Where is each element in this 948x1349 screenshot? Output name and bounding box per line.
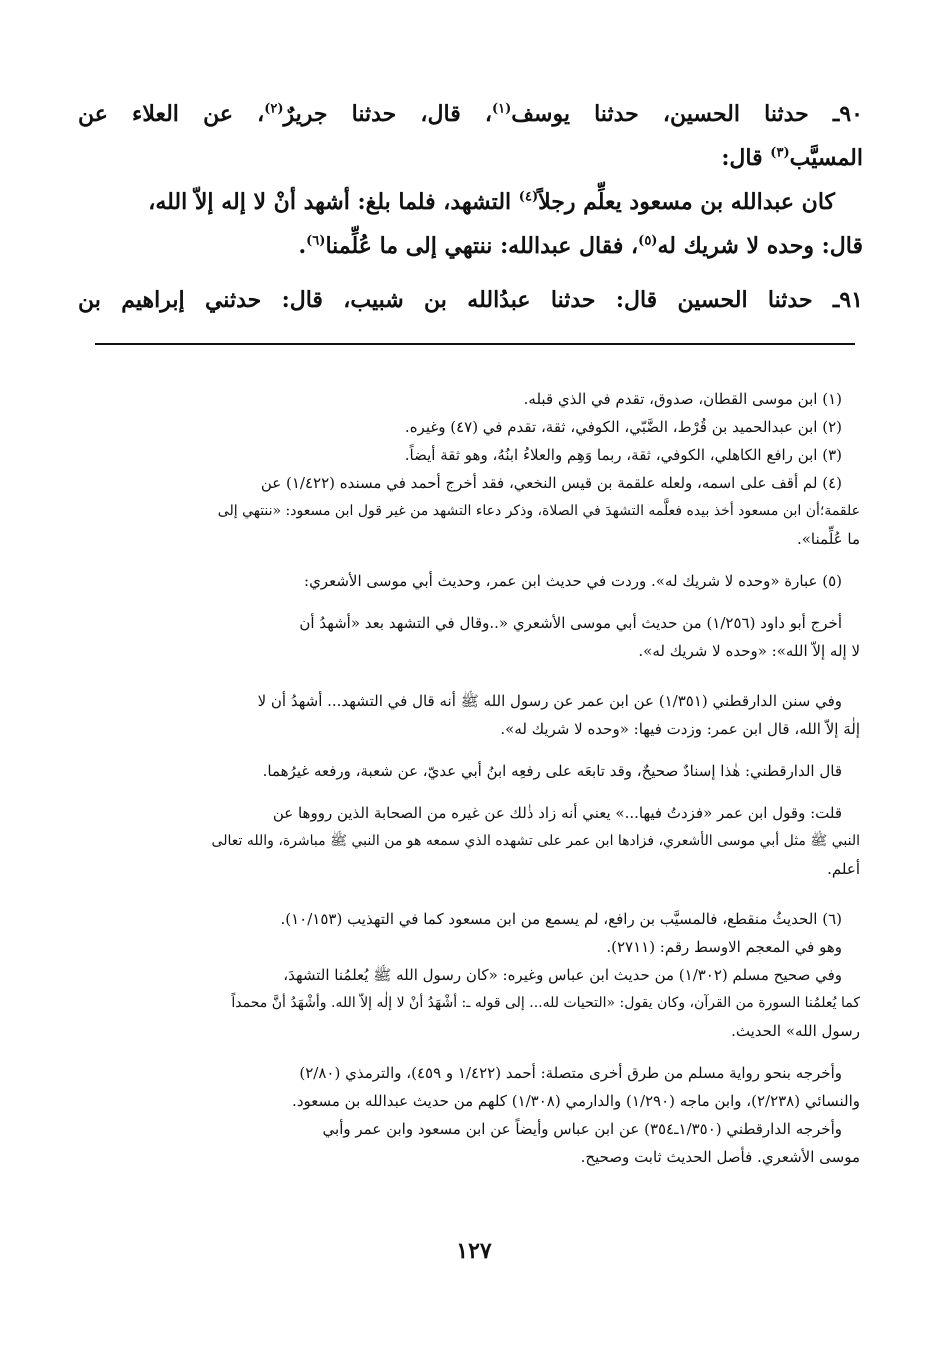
- hadith-90-line-2: المسيَّب$^{(٣)}$ قال:: [721, 145, 863, 171]
- footnote-line: وفي صحيح مسلم (١/٣٠٢) من حديث ابن عباس وغيره: «كان رسول الله ﷺ يُعلمُنا التشهدَ،: [283, 966, 842, 984]
- footnote-line: إلٰهَ إلاّ الله، قال ابن عمر: وزدت فيها: «وحده لا شريك له».: [500, 720, 860, 738]
- footnote-ref-6: (٦): [306, 233, 326, 249]
- footnote-line: قال الدارقطني: هٰذا إسنادٌ صحيحٌ، وقد تابعَه على رفعِه ابنُ أبي عديّ، عن شعبة، ورفعه غيرُهما.: [262, 762, 842, 780]
- hadith-90-line-1: ٩٠ـ حدثنا الحسين، حدثنا يوسف$^{(١)}$، قال، حدثنا جريرٌ$^{(٢)}$، عن العلاء عن: [78, 101, 863, 127]
- footnote-line: وأخرجه الدارقطني (١/٣٥٠ـ٣٥٤) عن ابن عباس وأيضاً عن ابن مسعود وابن عمر وأبي: [322, 1120, 842, 1138]
- footnote-line: (٢) ابن عبدالحميد بن قُرْط، الضَّبّي، الكوفي، ثقة، تقدم في (٤٧) وغيره.: [404, 418, 842, 436]
- footnote-line: قلت: وقول ابن عمر «فزدتُ فيها...» يعني أنه زاد ذٰلك عن غيره من الصحابة الذين رووها عن: [272, 804, 842, 822]
- footnote-line: وفي سنن الدارقطني (١/٣٥١) عن ابن عمر عن رسول الله ﷺ أنه قال في التشهد... أشهدُ أن لا: [257, 692, 842, 710]
- footnote-ref-2: (٢): [264, 101, 284, 117]
- footnote-ref-5: (٥): [638, 233, 658, 249]
- footnote-line: لا إله إلاّ الله»: «وحده لا شريك له».: [638, 642, 860, 660]
- footnote-ref-3: (٣): [770, 145, 790, 161]
- footnote-line: رسول الله» الحديث.: [731, 1022, 860, 1040]
- footnote-line: (٤) لم أقف على اسمه، ولعله علقمة بن قيس النخعي، فقد أخرج أحمد في مسنده (١/٤٢٢) عن: [260, 474, 842, 492]
- footnote-line: علقمة؛أن ابن مسعود أخذ بيده فعلَّمه التشهدَ في الصلاة، وذكر دعاء التشهد من غير قول ابن مسعود: «ننتهي إلى: [217, 503, 860, 519]
- footnote-line: وهو في المعجم الاوسط رقم: (٢٧١١).: [606, 938, 842, 956]
- footnote-ref-1: (١): [491, 101, 512, 117]
- footnote-line: (٥) عبارة «وحده لا شريك له». وردت في حديث ابن عمر، وحديث أبي موسى الأشعري:: [304, 572, 842, 590]
- footnote-line: (٦) الحديثُ منقطع، فالمسيَّب بن رافع، لم يسمع من ابن مسعود كما في التهذيب (١٠/١٥٣).: [280, 910, 842, 928]
- footnote-ref-4: (٤): [518, 189, 539, 205]
- hadith-90-line-3: كان عبدالله بن مسعود يعلِّم رجلاً$^{(٤)}$ التشهد، فلما بلغ: أشهد أنْ لا إله إلاّ الله،: [148, 189, 835, 215]
- footnote-line: والنسائي (٢/٢٣٨)، وابن ماجه (١/٢٩٠) والدارمي (١/٣٠٨) كلهم من حديث عبدالله بن مسعود.: [292, 1092, 860, 1110]
- footnote-line: ما عُلِّمنا».: [796, 530, 860, 548]
- footnotes: [80, 385, 860, 1171]
- footnote-line: موسى الأشعري. فأصل الحديث ثابت وصحيح.: [580, 1148, 860, 1166]
- footnote-line: كما يُعلمُنا السورة من القرآن، وكان يقول: «التحيات لله... إلى قوله ـ: أشْهَدُ أنْ لا إلٰه إلاّ الله. وأشْهَدُ أنَّ محمداً: [231, 995, 860, 1011]
- hadith-90-line-4: قال: وحده لا شريك له$^{(٥)}$، فقال عبدالله: ننتهي إلى ما عُلِّمنا$^{(٦)}$.: [298, 233, 863, 259]
- footnote-line: أخرج أبو داود (١/٢٥٦) من حديث أبي موسى الأشعري «..وقال في التشهد بعد «أشهدُ أن: [299, 614, 842, 632]
- main-text: [78, 92, 863, 322]
- footnote-separator: [95, 343, 855, 345]
- footnote-line: (١) ابن موسى القطان، صدوق، تقدم في الذي قبله.: [523, 390, 842, 408]
- footnote-line: أعلم.: [827, 860, 860, 878]
- footnote-line: النبي ﷺ مثل أبي موسى الأشعري، فزادها ابن عمر على تشهده الذي سمعه هو من النبي ﷺ مباشرة، والله تعالى: [211, 833, 860, 849]
- footnote-line: وأخرجه بنحو رواية مسلم من طرق أخرى متصلة: أحمد (١/٤٢٢ و ٤٥٩)، والترمذي (٢/٨٠): [299, 1064, 842, 1082]
- hadith-91-line-1: ٩١ـ حدثنا الحسين قال: حدثنا عبدُالله بن شبيب، قال: حدثني إبراهيم بن: [78, 287, 863, 313]
- footnote-line: (٣) ابن رافع الكاهلي، الكوفي، ثقة، ربما وَهِم والعلاءُ ابنُهُ، وهو ثقة أيضاً.: [404, 446, 842, 464]
- page-number: ١٢٧: [456, 1238, 492, 1264]
